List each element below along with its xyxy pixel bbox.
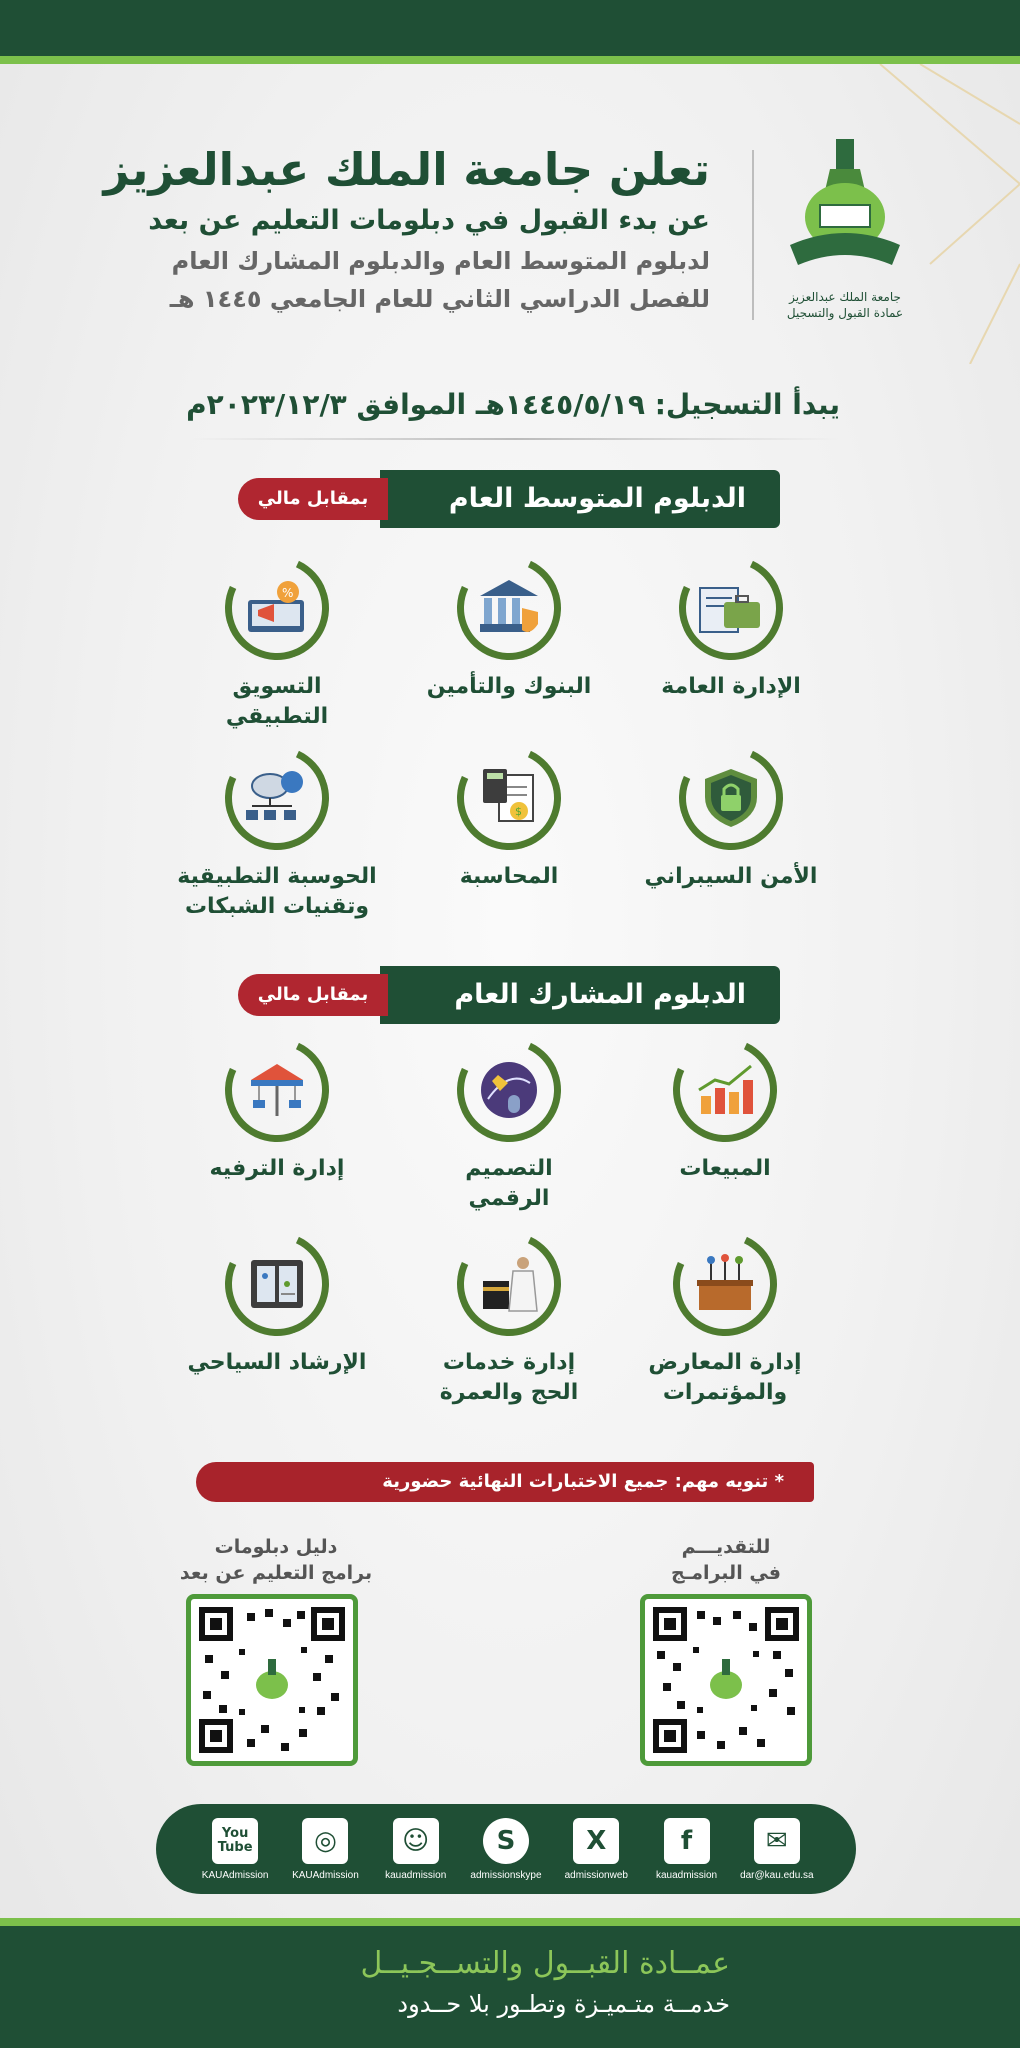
university-logo xyxy=(775,135,915,325)
snapchat-icon: ☺ xyxy=(393,1818,439,1864)
program-label-line-1: التسويق xyxy=(232,674,322,699)
program-applied-marketing[interactable] xyxy=(162,556,392,732)
social-skype[interactable] xyxy=(465,1818,547,1881)
logo-caption-2: عمادة القبول والتسجيل xyxy=(786,306,904,320)
program-label-line-2: التطبيقي xyxy=(225,704,329,729)
kaaba-icon xyxy=(479,1253,539,1315)
guide-qr-caption-line-2: برامج التعليم عن بعد xyxy=(179,1562,373,1584)
social-youtube[interactable] xyxy=(194,1818,276,1881)
announcement-subtitle: عن بدء القبول في دبلومات التعليم عن بعد xyxy=(148,205,710,236)
social-media-bar xyxy=(156,1804,856,1894)
social-facebook[interactable] xyxy=(646,1818,728,1881)
program-exhibitions-conferences[interactable] xyxy=(610,1232,840,1408)
logo-caption-1: جامعة الملك عبدالعزيز xyxy=(789,290,901,304)
footer xyxy=(0,1926,1020,2048)
email-icon: ✉ xyxy=(754,1818,800,1864)
social-email[interactable] xyxy=(736,1818,818,1881)
instagram-icon: ◎ xyxy=(302,1818,348,1864)
program-label xyxy=(162,672,392,732)
program-accounting[interactable] xyxy=(394,746,624,892)
youtube-icon: You Tube xyxy=(212,1818,258,1864)
program-label xyxy=(394,1348,624,1408)
program-label: البنوك والتأمين xyxy=(426,674,592,699)
registration-divider xyxy=(190,438,840,440)
program-label-line-1: إدارة المعارض xyxy=(648,1350,802,1375)
cloud-network-icon xyxy=(244,768,310,828)
program-label: إدارة الترفيه xyxy=(209,1156,345,1181)
program-label-line-1: التصميم xyxy=(465,1156,553,1181)
registration-date: يبدأ التسجيل: ١٤٤٥/٥/١٩هـ الموافق ٢٠٢٣/١٢/٣م xyxy=(186,388,840,421)
announcement-line-2: للفصل الدراسي الثاني للعام الجامعي ١٤٤٥ هـ xyxy=(169,285,710,313)
program-label-line-2: الحج والعمرة xyxy=(439,1380,579,1405)
program-label xyxy=(394,1154,624,1214)
guide-qr-code[interactable] xyxy=(186,1594,358,1766)
associate-diploma-header xyxy=(238,966,780,1024)
qr-code-icon xyxy=(199,1607,345,1753)
associate-fee-badge: بمقابل مالي xyxy=(238,974,388,1016)
social-label: admissionweb xyxy=(564,1869,628,1881)
announcement-title: تعلن جامعة الملك عبدالعزيز xyxy=(103,143,710,196)
svg-text:%: % xyxy=(282,586,294,600)
qr-code-icon xyxy=(653,1607,799,1753)
apply-qr-caption-line-1: للتقديـــم xyxy=(681,1536,771,1558)
exam-notice: * تنويه مهم: جميع الاختبارات النهائية حضورية xyxy=(196,1462,814,1502)
footer-accent-line xyxy=(0,1918,1020,1926)
facebook-icon: f xyxy=(664,1818,710,1864)
program-digital-design[interactable] xyxy=(394,1038,624,1214)
social-instagram[interactable] xyxy=(284,1818,366,1881)
social-label: kauadmission xyxy=(655,1869,718,1881)
program-sales[interactable] xyxy=(610,1038,840,1184)
program-label xyxy=(610,1348,840,1408)
tour-guide-icon xyxy=(247,1254,307,1314)
carousel-icon xyxy=(247,1060,307,1120)
program-label: المحاسبة xyxy=(459,864,559,889)
apply-qr-caption-line-2: في البرامـج xyxy=(671,1562,781,1584)
social-label: admissionskype xyxy=(470,1869,542,1881)
program-label-line-2: والمؤتمرات xyxy=(662,1380,788,1405)
guide-qr-caption-line-1: دليل دبلومات xyxy=(214,1536,338,1558)
program-label-line-2: الرقمي xyxy=(468,1186,550,1211)
header-divider xyxy=(752,150,754,320)
guide-qr-caption xyxy=(166,1534,386,1586)
kau-logo-icon xyxy=(780,135,910,285)
apply-qr-caption xyxy=(616,1534,836,1586)
program-hajj-umrah-services[interactable] xyxy=(394,1232,624,1408)
program-tour-guidance[interactable] xyxy=(162,1232,392,1378)
associate-diploma-title: الدبلوم المشارك العام xyxy=(380,966,780,1024)
x-icon: X xyxy=(573,1818,619,1864)
bank-icon xyxy=(476,578,542,638)
program-label: الأمن السيبراني xyxy=(644,864,818,889)
intermediate-diploma-header xyxy=(238,470,780,528)
design-pen-icon xyxy=(478,1059,540,1121)
footer-slogan: خدمــة متـميـزة وتطـور بلا حــدود xyxy=(397,1990,730,2018)
program-label-line-1: إدارة خدمات xyxy=(442,1350,576,1375)
top-bar xyxy=(0,0,1020,56)
program-label: الإدارة العامة xyxy=(661,674,801,699)
program-applied-computing[interactable] xyxy=(162,746,392,922)
svg-text:$: $ xyxy=(515,805,522,818)
social-label: KAUAdmission xyxy=(201,1869,269,1881)
social-label: dar@kau.edu.sa xyxy=(740,1869,814,1881)
program-cybersecurity[interactable] xyxy=(616,746,846,892)
calculator-icon xyxy=(479,767,539,829)
announcement-line-1: لدبلوم المتوسط العام والدبلوم المشارك العام xyxy=(171,247,710,275)
shield-lock-icon xyxy=(701,767,761,829)
social-x[interactable] xyxy=(555,1818,637,1881)
briefcase-icon xyxy=(698,580,764,636)
apply-qr-code[interactable] xyxy=(640,1594,812,1766)
footer-deanship: عمــادة القبــول والتســجـيــل xyxy=(360,1946,730,1981)
program-banking-insurance[interactable] xyxy=(394,556,624,702)
top-accent-line xyxy=(0,56,1020,64)
program-public-administration[interactable] xyxy=(616,556,846,702)
program-entertainment-management[interactable] xyxy=(162,1038,392,1184)
social-label: kauadmission xyxy=(385,1869,447,1881)
sales-chart-icon xyxy=(695,1062,755,1118)
program-label: المبيعات xyxy=(679,1156,771,1181)
intermediate-diploma-title: الدبلوم المتوسط العام xyxy=(380,470,780,528)
program-label-line-1: الحوسبة التطبيقية xyxy=(177,864,377,889)
intermediate-fee-badge: بمقابل مالي xyxy=(238,478,388,520)
podium-icon xyxy=(693,1254,757,1314)
social-snapchat[interactable] xyxy=(375,1818,457,1881)
announcement-header xyxy=(100,140,710,318)
social-label: KAUAdmission xyxy=(292,1869,359,1881)
program-label: الإرشاد السياحي xyxy=(187,1350,367,1375)
program-label-line-2: وتقنيات الشبكات xyxy=(184,894,370,919)
marketing-icon xyxy=(244,578,310,638)
program-label xyxy=(162,862,392,922)
skype-icon: S xyxy=(483,1818,529,1864)
